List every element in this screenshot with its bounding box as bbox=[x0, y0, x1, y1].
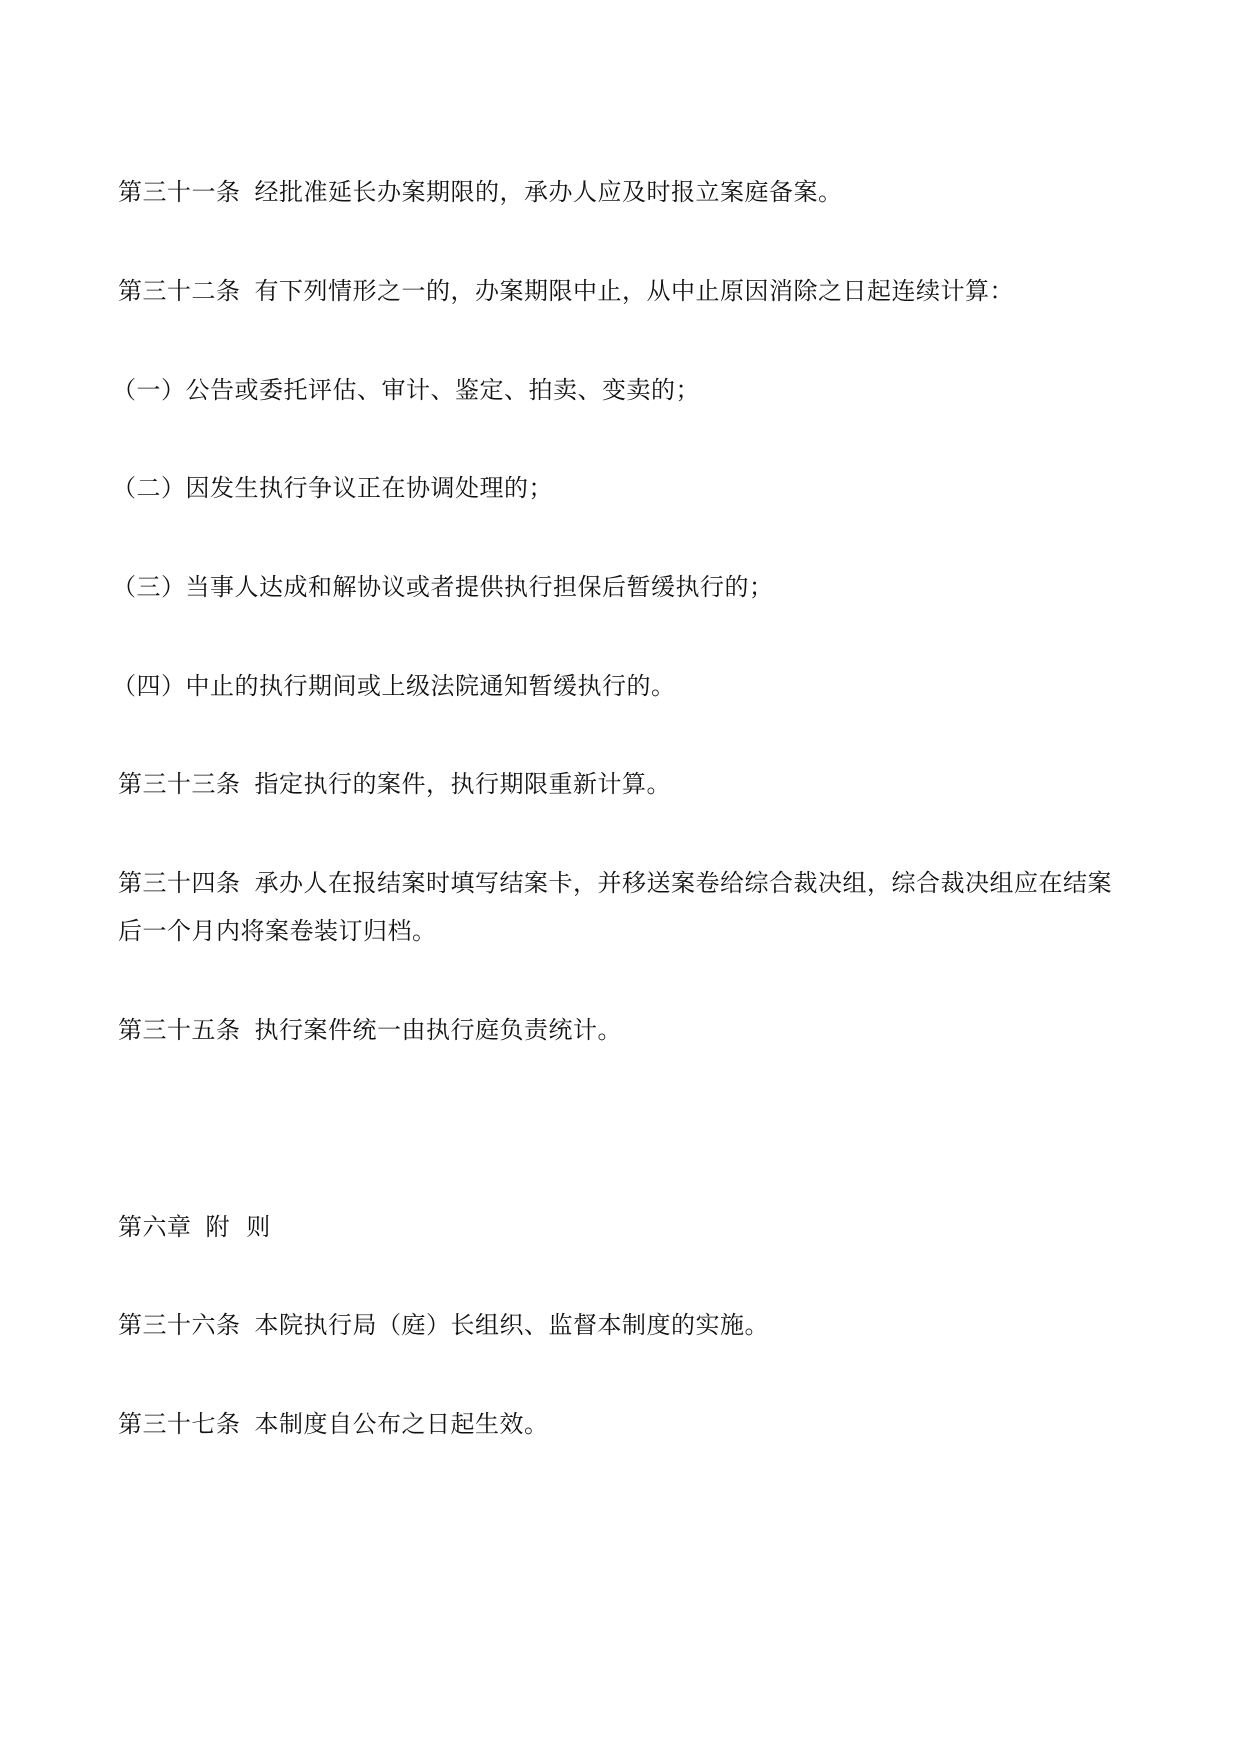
article-text: 经批准延长办案期限的，承办人应及时报立案庭备案。 bbox=[254, 178, 843, 206]
article-33 bbox=[118, 767, 1138, 801]
article-label: 第三十七条 bbox=[118, 1410, 241, 1438]
clause-text: （三）当事人达成和解协议或者提供执行担保后暂缓执行的； bbox=[112, 573, 774, 601]
article-text: 本制度自公布之日起生效。 bbox=[254, 1410, 549, 1438]
clause-4 bbox=[112, 669, 1132, 703]
article-label: 第三十四条 bbox=[118, 869, 241, 897]
article-text: 指定执行的案件，执行期限重新计算。 bbox=[254, 770, 671, 798]
clause-text: （一）公告或委托评估、审计、鉴定、拍卖、变卖的； bbox=[112, 376, 700, 404]
clause-1 bbox=[112, 373, 1132, 407]
article-36 bbox=[118, 1308, 1138, 1342]
article-text: 本院执行局（庭）长组织、监督本制度的实施。 bbox=[254, 1311, 769, 1339]
clause-text: （四）中止的执行期间或上级法院通知暂缓执行的。 bbox=[112, 672, 676, 700]
article-31 bbox=[118, 175, 1138, 209]
article-label: 第三十二条 bbox=[118, 277, 241, 305]
article-32 bbox=[118, 274, 1138, 308]
article-label: 第三十六条 bbox=[118, 1311, 241, 1339]
chapter-label: 第六章 bbox=[118, 1213, 192, 1241]
article-label: 第三十一条 bbox=[118, 178, 241, 206]
chapter-title: 附 则 bbox=[205, 1213, 271, 1241]
article-34-continued bbox=[118, 914, 1138, 948]
article-35 bbox=[118, 1013, 1138, 1047]
chapter-6-heading bbox=[118, 1210, 1138, 1244]
article-text: 执行案件统一由执行庭负责统计。 bbox=[254, 1016, 622, 1044]
clause-3 bbox=[112, 570, 1132, 604]
clause-text: （二）因发生执行争议正在协调处理的； bbox=[112, 474, 553, 502]
article-text: 后一个月内将案卷装订归档。 bbox=[118, 917, 437, 945]
article-label: 第三十五条 bbox=[118, 1016, 241, 1044]
article-label: 第三十三条 bbox=[118, 770, 241, 798]
article-text: 有下列情形之一的，办案期限中止，从中止原因消除之日起连续计算： bbox=[254, 277, 1014, 305]
article-37 bbox=[118, 1407, 1138, 1441]
article-34 bbox=[118, 866, 1138, 900]
clause-2 bbox=[112, 471, 1132, 505]
article-text: 承办人在报结案时填写结案卡，并移送案卷给综合裁决组，综合裁决组应在结案 bbox=[254, 869, 1112, 897]
